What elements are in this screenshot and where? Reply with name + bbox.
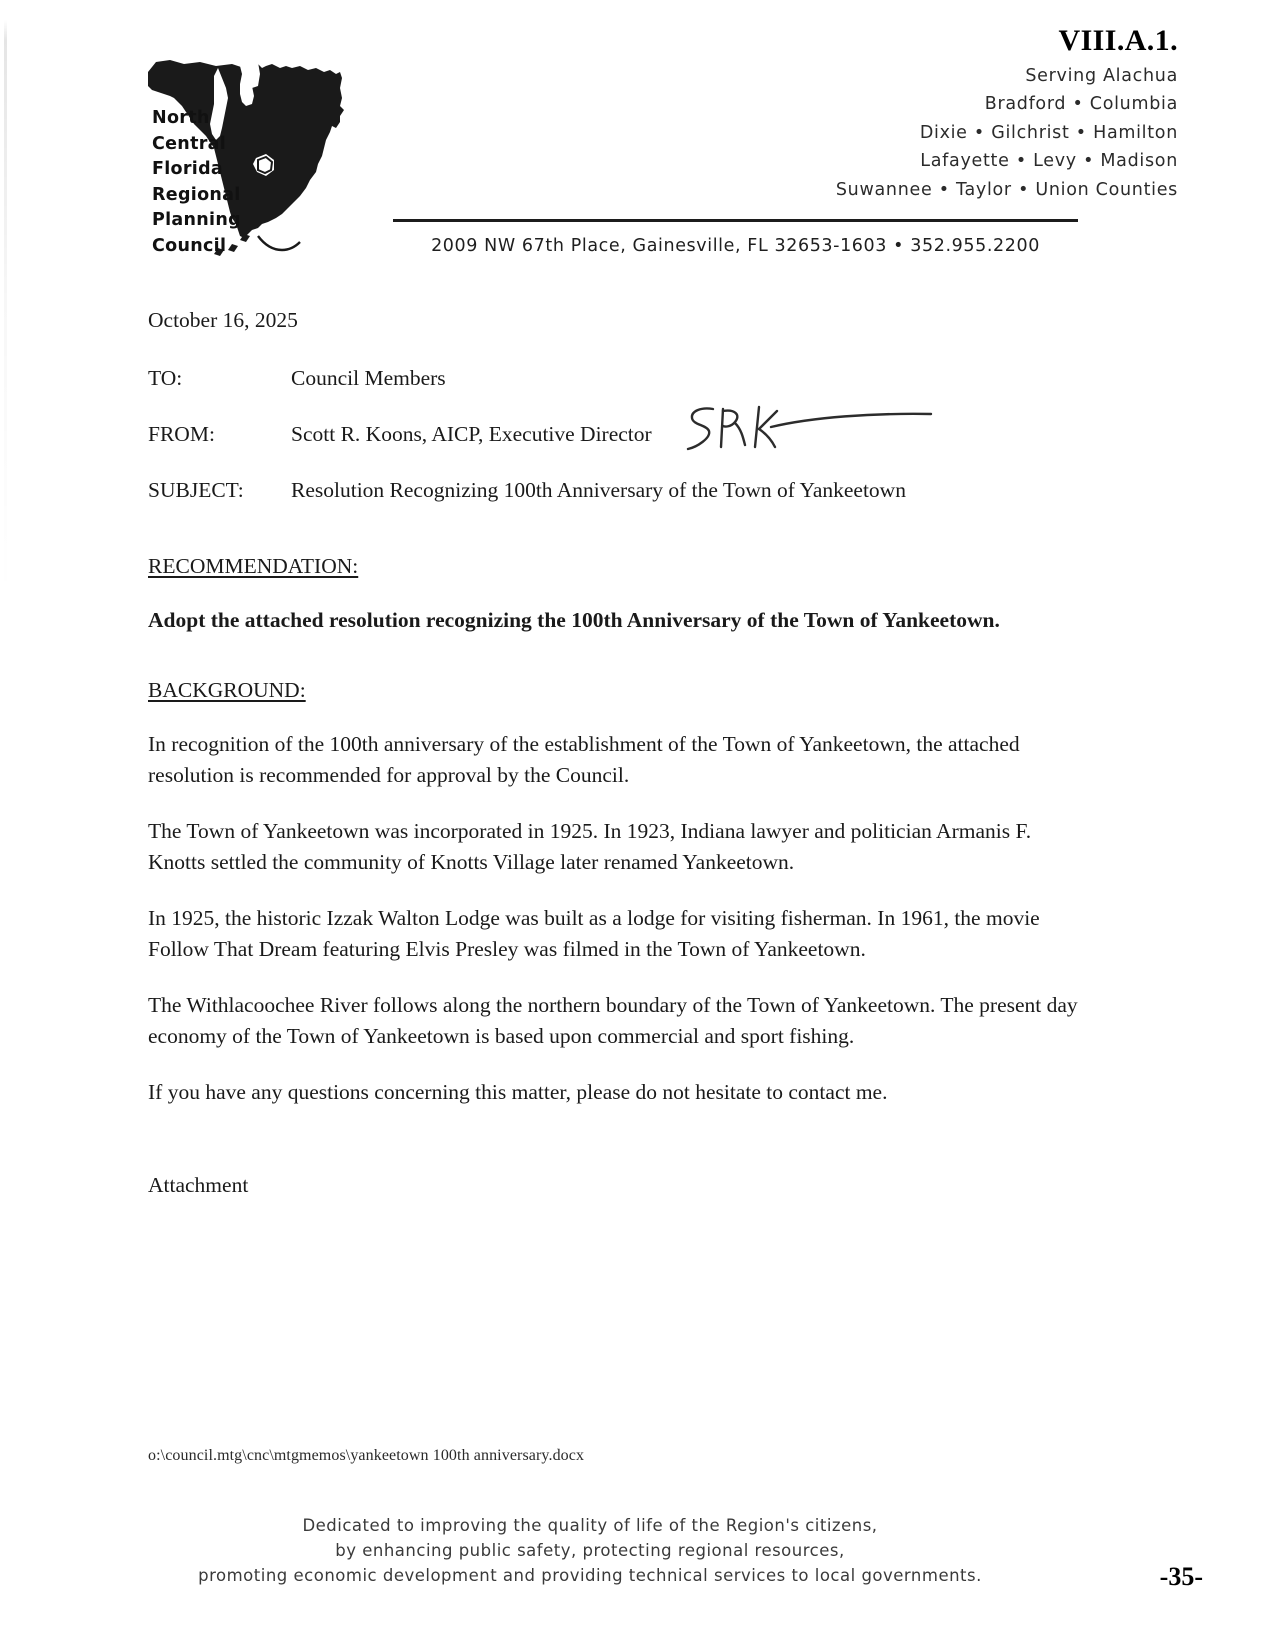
office-address: 2009 NW 67th Place, Gainesville, FL 32653-1603 • 352.955.2200 (431, 236, 1040, 256)
logo-line-2: Central (152, 133, 227, 154)
counties-line-2: Bradford • Columbia (984, 94, 1178, 115)
counties-line-1: Serving Alachua (1025, 66, 1178, 86)
letterhead-divider (393, 219, 1078, 222)
memo-subject-label: SUBJECT: (148, 478, 244, 502)
memo-from-row (148, 419, 1083, 449)
counties-line-3: Dixie • Gilchrist • Hamilton (919, 122, 1178, 143)
letterhead (0, 0, 1275, 285)
logo-line-5: Planning (152, 210, 241, 230)
memo-from-value: Scott R. Koons, AICP, Executive Director (291, 422, 652, 446)
source-file-path: o:\council.mtg\cnc\mtgmemos\yankeetown 100th anniversary.docx (148, 1447, 585, 1464)
background-heading: BACKGROUND: (148, 678, 306, 702)
logo-line-6: Council (152, 235, 227, 256)
page-number: -35- (1159, 1562, 1203, 1591)
background-paragraph-3: In 1925, the historic Izzak Walton Lodge was built as a lodge for visiting fisherman. In 1961, the movie Follow That Dream featuring Elvis Presley was filmed in the Town of Yankeetown. (148, 906, 1040, 961)
counties-line-5: Suwannee • Taylor • Union Counties (835, 179, 1178, 200)
memo-to-value: Council Members (291, 366, 446, 390)
memo-date: October 16, 2025 (148, 308, 298, 332)
memo-body (148, 305, 1083, 1200)
council-logo (140, 48, 370, 263)
counties-line-4: Lafayette • Levy • Madison (920, 151, 1178, 172)
background-paragraph-4: The Withlacoochee River follows along the northern boundary of the Town of Yankeetown. The present day economy of the Town of Yankeetown is based upon commercial and sport fishing. (148, 993, 1078, 1048)
background-paragraph-1: In recognition of the 100th anniversary of the establishment of the Town of Yankeetown, the attached resolution is recommended for approval by the Council. (148, 732, 1020, 787)
memo-subject-value: Resolution Recognizing 100th Anniversary of the Town of Yankeetown (291, 478, 906, 502)
background-paragraph-5: If you have any questions concerning this matter, please do not hesitate to contact me. (148, 1080, 888, 1104)
recommendation-text: Adopt the attached resolution recognizing the 100th Anniversary of the Town of Yankeetown. (148, 608, 1000, 632)
council-name (152, 106, 302, 259)
logo-line-3: Florida (152, 159, 224, 179)
memo-subject-row (148, 475, 1083, 505)
agenda-item-number: VIII.A.1. (1058, 24, 1178, 57)
served-counties-list (618, 62, 1178, 204)
tagline-line-2: by enhancing public safety, protecting regional resources, (335, 1541, 845, 1560)
tagline-line-1: Dedicated to improving the quality of life of the Region's citizens, (302, 1516, 878, 1535)
recommendation-heading: RECOMMENDATION: (148, 554, 359, 578)
logo-line-4: Regional (152, 184, 241, 205)
tagline-line-3: promoting economic development and providing technical services to local governments. (198, 1566, 982, 1585)
memo-from-label: FROM: (148, 422, 215, 446)
background-paragraph-2: The Town of Yankeetown was incorporated in 1925. In 1923, Indiana lawyer and politician Armanis F. Knotts settled the community of Knotts Village later renamed Yankeetown. (148, 819, 1032, 874)
memo-to-label: TO: (148, 366, 183, 390)
attachment-note: Attachment (148, 1172, 249, 1197)
signature-icon (683, 403, 963, 457)
mission-tagline (0, 1513, 1180, 1588)
memo-to-row (148, 363, 1083, 393)
logo-line-1: North (152, 108, 210, 128)
